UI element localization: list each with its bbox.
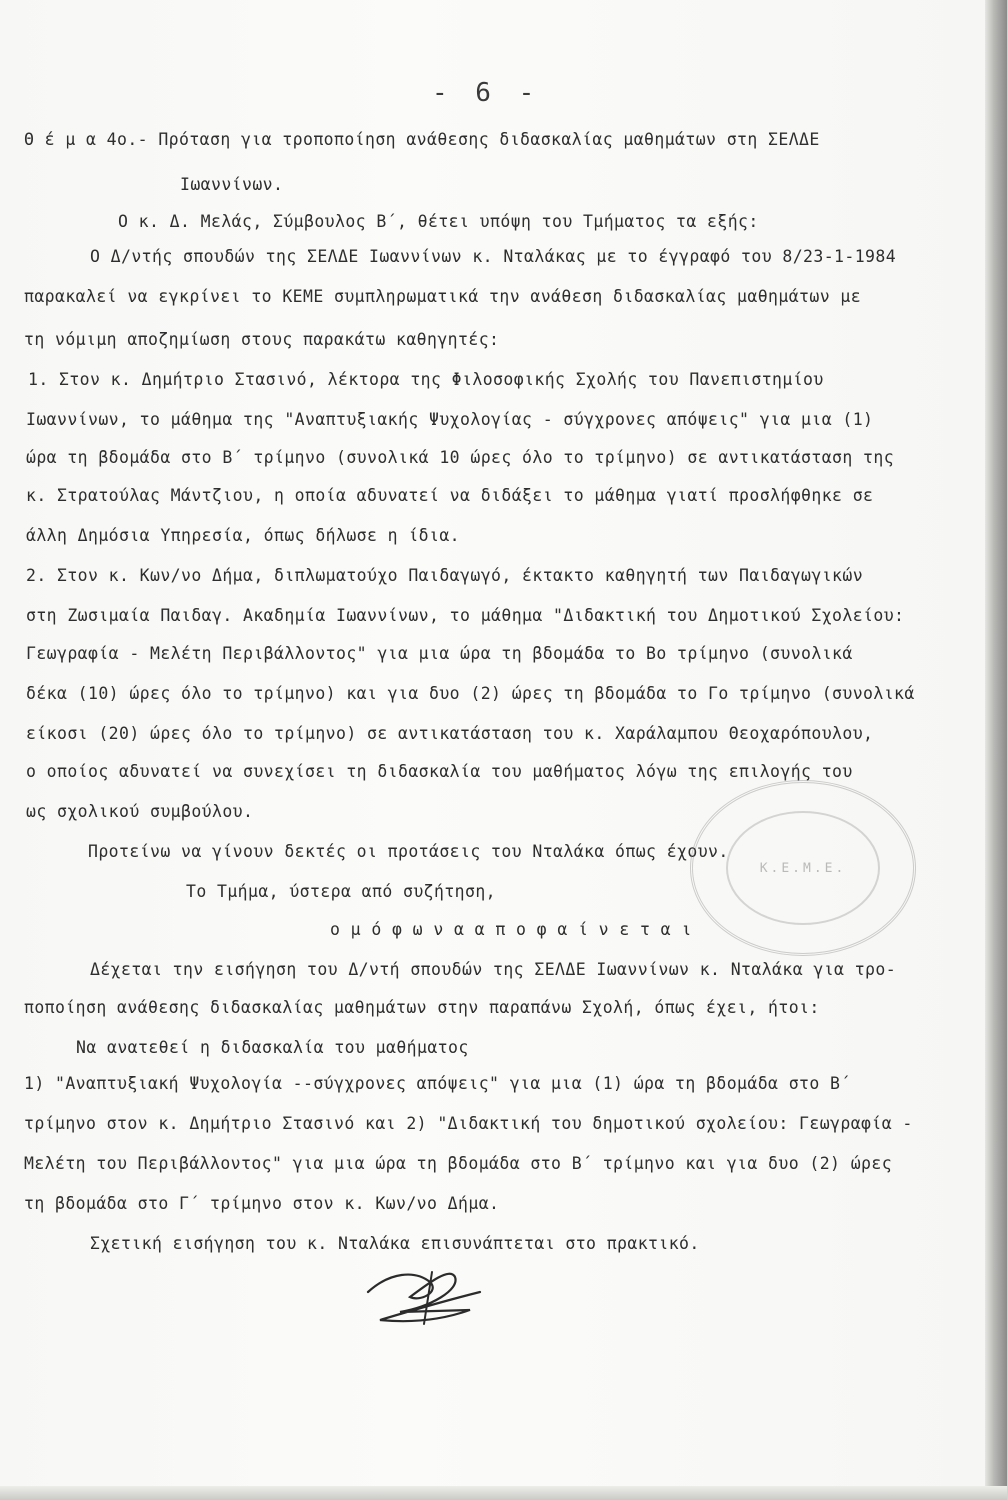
text-line: άλλη Δημόσια Υπηρεσία, όπως δήλωσε η ίδια. — [26, 526, 461, 545]
signature — [360, 1262, 500, 1332]
text-line: τη βδομάδα στο Γ΄ τρίμηνο στον κ. Κων/νο Δήμα. — [24, 1194, 500, 1213]
text-line: ο οποίος αδυνατεί να συνεχίσει τη διδασκαλία του μαθήματος λόγω της επιλογής του — [26, 762, 853, 781]
text-line: 1) "Αναπτυξιακή Ψυχολογία --σύγχρονες απόψεις" για μια (1) ώρα τη βδομάδα στο Β΄ — [24, 1074, 851, 1093]
text-line: ποποίηση ανάθεσης διδασκαλίας μαθημάτων στην παραπάνω Σχολή, όπως έχει, ήτοι: — [24, 998, 820, 1017]
stamp-center: Κ.Ε.Μ.Ε. — [726, 811, 880, 925]
text-line: Ιωαννίνων, το μάθημα της "Αναπτυξιακής Ψυχολογίας - σύγχρονες απόψεις" για μια (1) — [26, 410, 874, 429]
text-line: δέκα (10) ώρες όλο το τρίμηνο) και για δυο (2) ώρες τη βδομάδα το Γο τρίμηνο (συνολικά — [26, 684, 915, 703]
list-item-1: 1. Στον κ. Δημήτριο Στασινό, λέκτορα της Φιλοσοφικής Σχολής του Πανεπιστημίου — [28, 370, 824, 389]
text-line: κ. Στρατούλας Μάντζιου, η οποία αδυνατεί να διδάξει το μάθημα γιατί προσλήφθηκε σε — [26, 486, 874, 505]
page-bottom-edge — [0, 1486, 1007, 1500]
page-edge — [985, 0, 1007, 1500]
text-line: Γεωγραφία - Μελέτη Περιβάλλοντος" για μια ώρα τη βδομάδα το Βο τρίμηνο (συνολικά — [26, 644, 853, 663]
text-line: τρίμηνο στον κ. Δημήτριο Στασινό και 2) "Διδακτική του δημοτικού σχολείου: Γεωγραφία - — [24, 1114, 913, 1133]
text-line: Ο κ. Δ. Μελάς, Σύμβουλος Β΄, θέτει υπόψη του Τμήματος τα εξής: — [118, 212, 759, 231]
section-line: Το Τμήμα, ύστερα από συζήτηση, — [186, 882, 497, 901]
official-stamp — [690, 780, 916, 956]
text-line: Να ανατεθεί η διδασκαλία του μαθήματος — [76, 1038, 469, 1057]
decision-heading: ο μ ό φ ω ν α α π ο φ α ί ν ε τ α ι — [330, 920, 692, 939]
list-item-2: 2. Στον κ. Κων/νο Δήμα, διπλωματούχο Παιδαγωγό, έκτακτο καθηγητή των Παιδαγωγικών — [26, 566, 864, 585]
text-line: Δέχεται την εισήγηση του Δ/ντή σπουδών της ΣΕΛΔΕ Ιωαννίνων κ. Νταλάκα για τρο- — [90, 960, 897, 979]
text-line: Ο Δ/ντής σπουδών της ΣΕΛΔΕ Ιωαννίνων κ. Νταλάκας με το έγγραφό του 8/23-1-1984 — [90, 247, 897, 266]
text-line: ώρα τη βδομάδα στο Β΄ τρίμηνο (συνολικά 10 ώρες όλο το τρίμηνο) σε αντικατάσταση της — [26, 448, 895, 467]
text-line: ως σχολικού συμβούλου. — [26, 802, 254, 821]
text-line: Μελέτη του Περιβάλλοντος" για μια ώρα τη βδομάδα στο Β΄ τρίμηνο και για δυο (2) ώρες — [24, 1154, 893, 1173]
topic-heading: Θ έ μ α 4ο.- Πρόταση για τροποποίηση ανάθεσης διδασκαλίας μαθημάτων στη ΣΕΛΔΕ — [24, 130, 820, 149]
text-line: στη Ζωσιμαία Παιδαγ. Ακαδημία Ιωαννίνων, το μάθημα "Διδακτική του Δημοτικού Σχολείου: — [26, 606, 905, 625]
proposal-line: Προτείνω να γίνουν δεκτές οι προτάσεις του Νταλάκα όπως έχουν. — [88, 842, 729, 861]
page-number: - 6 - — [432, 78, 541, 108]
text-line: τη νόμιμη αποζημίωση στους παρακάτω καθηγητές: — [24, 330, 500, 349]
text-line: παρακαλεί να εγκρίνει το ΚΕΜΕ συμπληρωματικά την ανάθεση διδασκαλίας μαθημάτων με — [24, 287, 862, 306]
text-line: Σχετική εισήγηση του κ. Νταλάκα επισυνάπτεται στο πρακτικό. — [90, 1234, 700, 1253]
text-line: είκοσι (20) ώρες όλο το τρίμηνο) σε αντικατάσταση του κ. Χαράλαμπου Θεοχαρόπουλου, — [26, 724, 874, 743]
topic-heading-continued: Ιωαννίνων. — [180, 175, 284, 194]
